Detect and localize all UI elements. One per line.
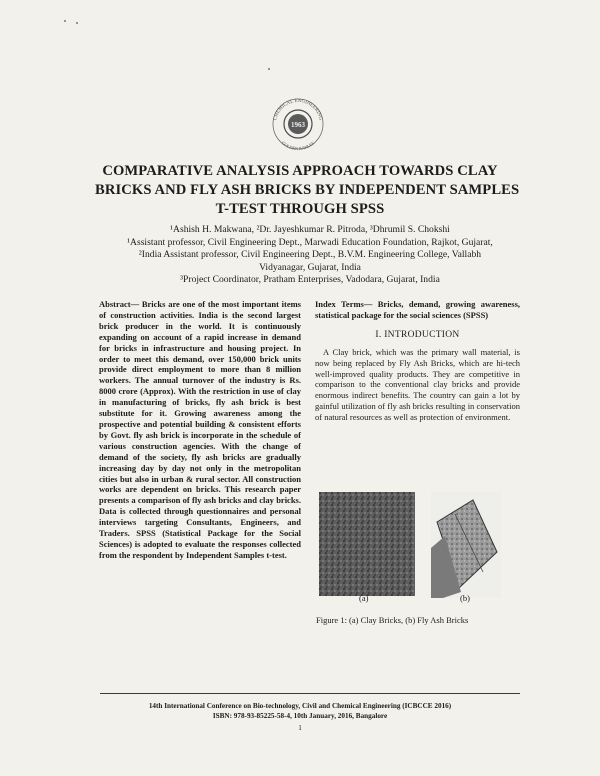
page-footer bbox=[95, 701, 505, 721]
abstract: Abstract— Bricks are one of the most important items of construction activities. India is the second largest brick producer in the world. It is continuously expanding on account of a rapid increase in demand for bricks in infrastructure and housing project. In order to meet this demand, over 150,000 brick units provide direct employment to more than 8 million workers. The annual turnover of the industry is Rs. 8000 crore (Approx). With the restriction in use of clay in manufacturing of bricks, fly ash brick is best substitute for it. Growing awareness among the prospective and potential building & consistent efforts by Govt. fly ash brick is incorporate in the schedule of various construction agencies. With the change of demand of the society, fly ash bricks are gradually increasing day by day not only in the metropolitan cities but also in urban & rural sector. All construction works are dependent on bricks. This research paper presents a comparison of fly ash bricks and clay bricks. Data is collected through questionnaires and personal interviews targeting Consultants, Engineers, and Traders. SPSS (Statistical Package for the Social Sciences) is adopted to evaluate the responses collected from the respondent by Independent Samples t-test. bbox=[99, 299, 301, 560]
seal-ring-bottom-text: GOLDEN JUBILEE bbox=[280, 140, 316, 152]
fly-ash-bricks-photo bbox=[431, 492, 501, 598]
figure-caption: Figure 1: (a) Clay Bricks, (b) Fly Ash Bricks bbox=[316, 615, 469, 625]
author-affiliation-2-cont: Vidyanagar, Gujarat, India bbox=[259, 261, 361, 273]
footer-divider bbox=[100, 693, 520, 694]
page-number: 1 bbox=[298, 724, 302, 732]
author-affiliation-1: ¹Assistant professor, Civil Engineering Dept., Marwadi Education Foundation, Rajkot, Gujarat, bbox=[127, 236, 493, 248]
figure-label-b: (b) bbox=[460, 593, 470, 603]
paper-title-line: BRICKS AND FLY ASH BRICKS BY INDEPENDENT SAMPLES bbox=[95, 182, 520, 198]
footer-conference: 14th International Conference on Bio-technology, Civil and Chemical Engineering (ICBCCE 2016) bbox=[148, 702, 452, 710]
section-heading-introduction: I. INTRODUCTION bbox=[375, 329, 460, 340]
footer-isbn: ISBN: 978-93-85225-58-4, 10th January, 2016, Bangalore bbox=[212, 712, 388, 720]
paper-title-line: T-TEST THROUGH SPSS bbox=[215, 201, 385, 217]
scan-speck bbox=[268, 68, 270, 70]
author-block bbox=[110, 224, 510, 287]
author-affiliation-3: ³Project Coordinator, Pratham Enterprises, Vadodara, Gujarat, India bbox=[180, 274, 440, 286]
clay-bricks-photo bbox=[319, 492, 415, 596]
figure-1 bbox=[319, 492, 519, 602]
right-column bbox=[315, 299, 520, 423]
figure-label-a: (a) bbox=[359, 593, 369, 603]
author-affiliation-2: ²India Assistant professor, Civil Engineering Dept., B.V.M. Engineering College, Vallabh bbox=[138, 249, 482, 261]
scan-speck bbox=[64, 20, 66, 22]
scan-speck bbox=[76, 22, 78, 24]
paper-title-line: COMPARATIVE ANALYSIS APPROACH TOWARDS CLAY bbox=[102, 163, 498, 179]
conference-seal-logo bbox=[262, 92, 334, 152]
author-names: ¹Ashish H. Makwana, ²Dr. Jayeshkumar R. Pitroda, ³Dhrumil S. Chokshi bbox=[170, 224, 450, 235]
paper-title bbox=[95, 162, 520, 219]
seal-ring-top-text: CHEMICAL ENGINEERING bbox=[273, 98, 323, 121]
introduction-paragraph: A Clay brick, which was the primary wall material, is now being replaced by Fly Ash Bricks, which are hi-tech well-improved quality products. They are competitive in comparison to the conventional clay bricks and provide enormous indirect benefits. The country can gain a lot by gainful utilization of fly ash bricks resulting in conservation of natural resources as well as protection of environment. bbox=[315, 346, 520, 423]
svg-text:GOLDEN JUBILEE bbox=[281, 140, 316, 151]
index-terms: Index Terms— Bricks, demand, growing awareness, statistical package for the social sciences (SPSS) bbox=[315, 299, 520, 320]
seal-center-year: 1963 bbox=[291, 121, 305, 129]
